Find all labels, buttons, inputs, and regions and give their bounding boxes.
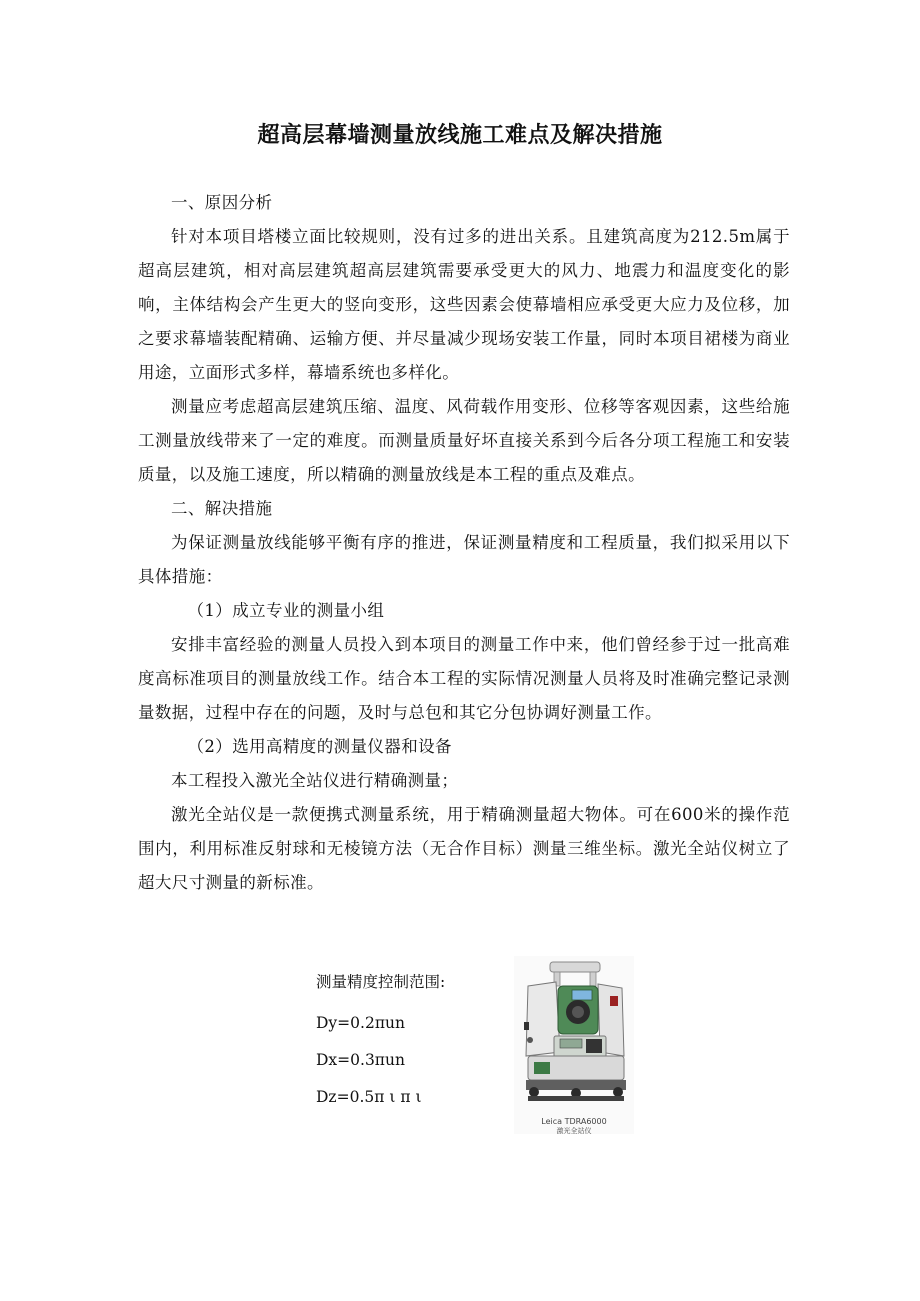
precision-dz: Dz=0.5π ι π ι [316, 1088, 422, 1106]
paragraph-instrument-desc: 激光全站仪是一款便携式测量系统，用于精确测量超大物体。可在600米的操作范围内，利用标准反射球和无棱镜方法（无合作目标）测量三维坐标。激光全站仪树立了超大尺寸测量的新标准。 [138, 805, 790, 892]
subheading-instruments: （2）选用高精度的测量仪器和设备 [187, 737, 452, 756]
section-heading-measures: 二、解决措施 [171, 499, 273, 518]
precision-dx: Dx=0.3πun [316, 1051, 405, 1069]
paragraph-analysis-2: 测量应考虑超高层建筑压缩、温度、风荷载作用变形、位移等客观因素，这些给施工测量放线带来了一定的难度。而测量质量好坏直接关系到今后各分项工程施工和安装质量，以及施工速度，所以精确的测量放线是本工程的重点及难点。 [138, 397, 790, 484]
document-title: 超高层幕墙测量放线施工难点及解决措施 [257, 123, 663, 148]
photo-caption-name: 激光全站仪 [556, 1127, 592, 1135]
paragraph-survey-team: 安排丰富经验的测量人员投入到本项目的测量工作中来，他们曾经参于过一批高难度高标准项目的测量放线工作。结合本工程的实际情况测量人员将及时准确完整记录测量数据，过程中存在的问题，及时与总包和其它分包协调好测量工作。 [138, 635, 790, 722]
subheading-survey-team: （1）成立专业的测量小组 [187, 601, 385, 620]
total-station-illustration [514, 956, 634, 1116]
paragraph-instrument-intro: 本工程投入激光全站仪进行精确测量； [171, 771, 459, 790]
precision-heading: 测量精度控制范围: [316, 973, 446, 991]
section-heading-analysis: 一、原因分析 [171, 193, 273, 212]
document-body [138, 186, 790, 900]
paragraph-analysis-1: 针对本项目塔楼立面比较规则，没有过多的进出关系。且建筑高度为212.5m属于超高层建筑，相对高层建筑超高层建筑需要承受更大的风力、地震力和温度变化的影响，主体结构会产生更大的竖向变形，这些因素会使幕墙相应承受更大应力及位移，加之要求幕墙装配精确、运输方便、并尽量减少现场安装工作量，同时本项目裙楼为商业用途，立面形式多样，幕墙系统也多样化。 [138, 227, 790, 382]
total-station-photo [514, 956, 634, 1134]
paragraph-measures-intro: 为保证测量放线能够平衡有序的推进，保证测量精度和工程质量，我们拟采用以下具体措施： [138, 533, 790, 586]
precision-dy: Dy=0.2πun [316, 1014, 405, 1032]
photo-caption-model: Leica TDRA6000 [541, 1117, 607, 1126]
